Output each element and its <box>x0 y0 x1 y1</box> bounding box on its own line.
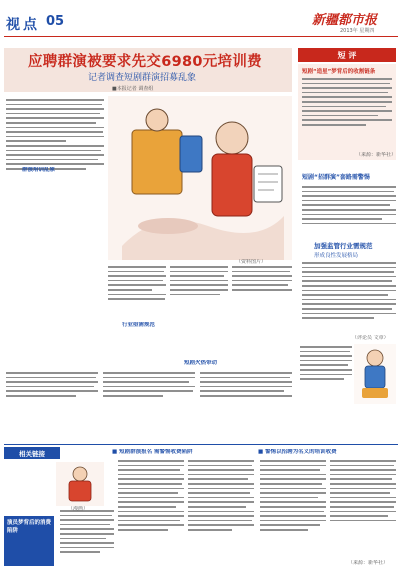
sidebar-author-2: （评论员 文章） <box>352 335 389 341</box>
sidebar-cartoon <box>354 344 396 404</box>
date-line: 2013年 星期四 <box>340 28 375 34</box>
bottom-side-column <box>4 516 54 566</box>
masthead-logo: 新疆都市报 <box>312 13 378 28</box>
headline: 应聘群演被要求先交6980元培训费 <box>28 54 262 70</box>
illustration <box>108 96 292 260</box>
sidebar-label <box>298 48 396 62</box>
section-label: 视点 <box>6 17 40 33</box>
subhead-3: 短剧火热带动 <box>184 360 218 366</box>
bottom-col-2 <box>118 460 184 531</box>
subhead-1: 群演培训乱象 <box>22 167 56 173</box>
cartoon-reporter-image <box>354 344 396 404</box>
photo-caption: （资料图片） <box>236 259 267 265</box>
page-number: 05 <box>46 14 65 29</box>
article-column-mid-a <box>108 264 166 368</box>
bottom-cartoon <box>56 462 104 506</box>
sidebar-box-title: 短剧“造星”梦背后的收割链条 <box>302 69 376 75</box>
sidebar-item-2-subtitle: 形成良性发展格局 <box>314 253 359 259</box>
article-column-left-upper <box>6 98 104 368</box>
bottom-cartoon-caption: （漫画） <box>68 506 89 512</box>
sidebar-lower-body <box>300 346 352 380</box>
bottom-banner <box>4 447 60 459</box>
byline: ■本报记者 调查组 <box>112 86 154 92</box>
sidebar-box <box>298 64 396 160</box>
article-lower-body <box>6 370 292 442</box>
article-column-mid-b <box>170 264 228 368</box>
cartoon-figure-image <box>56 462 104 506</box>
sidebar-item-1-body <box>302 186 396 224</box>
sidebar-item-2-body <box>302 262 396 319</box>
bottom-left-title: ■ 短剧群演报名 需警惕收费陷阱 <box>112 449 193 455</box>
bottom-side-text: 演员梦背后的消费陷阱 <box>7 520 52 534</box>
bottom-divider <box>4 444 398 445</box>
article-column-mid-c <box>232 264 292 368</box>
sidebar-item-1-title: 短剧“招群演”套路需警惕 <box>302 174 370 181</box>
bottom-section <box>0 444 402 570</box>
bottom-right-title: ■ 警惕以招聘为名义的培训收费 <box>258 449 337 455</box>
sidebar-label-text: 短 评 <box>337 51 357 60</box>
sidebar-author-1: （来源：新华社） <box>356 152 397 158</box>
bottom-col-4 <box>260 460 326 531</box>
header-rule <box>4 36 398 37</box>
subheadline: 记者调查短剧群演招募乱象 <box>88 73 197 83</box>
bottom-col-3 <box>188 460 254 531</box>
bottom-banner-title: 相关链接 <box>19 450 45 458</box>
subhead-2: 行业亟需规范 <box>122 322 156 328</box>
bottom-col-1 <box>60 510 114 553</box>
sidebar-item-2-title: 加强监管行业需规范 <box>314 242 373 250</box>
bottom-col-5 <box>330 460 396 521</box>
page-header <box>0 0 402 40</box>
bottom-source: （来源：新华社） <box>348 560 389 566</box>
cartoon-figures-image <box>108 96 292 260</box>
